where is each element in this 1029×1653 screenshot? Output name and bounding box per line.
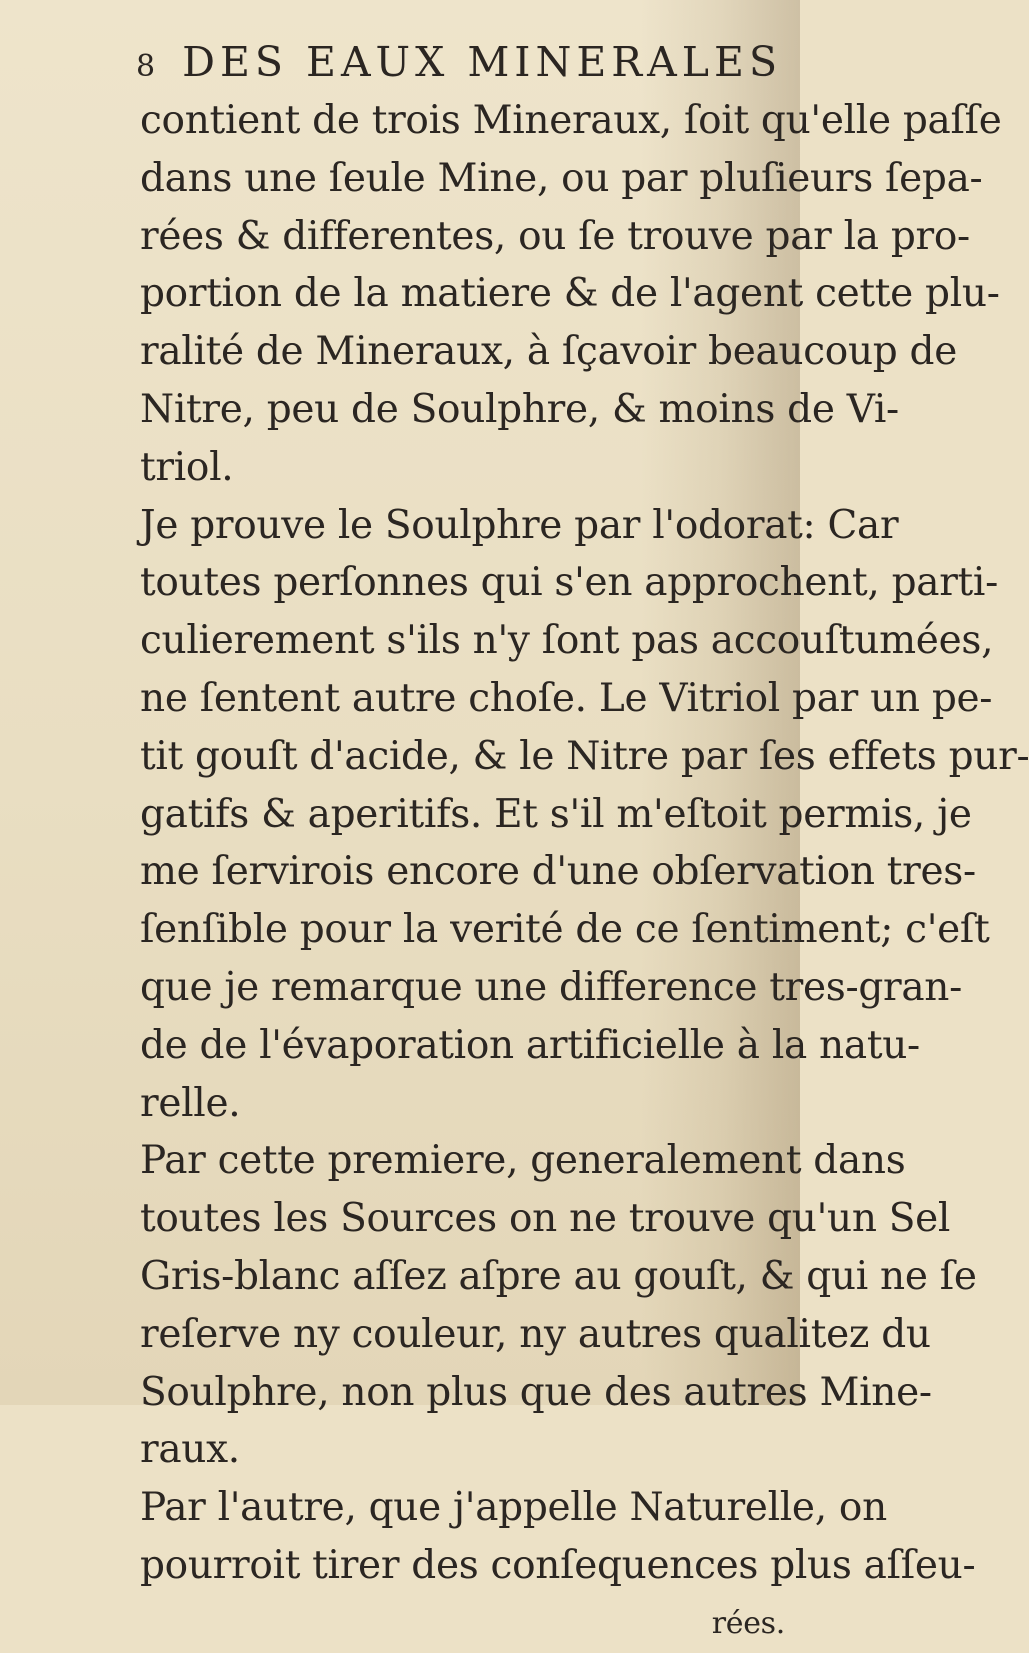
text-line: relle. [140,1080,241,1126]
text-line: me ſervirois encore d'une obſervation tres- [140,849,976,895]
text-line: raux. [140,1427,240,1473]
text-line: rées. [711,1605,785,1641]
text-line: ralité de Mineraux, à ſçavoir beaucoup de [140,329,958,375]
text-line: culierement s'ils n'y ſont pas accouſtumées, [140,618,994,664]
text-line: de de l'évaporation artificielle à la natu- [140,1022,920,1068]
text-line: contient de trois Mineraux, ſoit qu'elle paſſe [140,98,1002,143]
running-title: DES EAUX MINERALES [182,38,783,86]
text-line: Par l'autre, que j'appelle Naturelle, on [140,1485,887,1531]
text-line: toutes perſonnes qui s'en approchent, parti- [140,560,998,606]
text-line: triol. [140,444,234,490]
text-line: portion de la matiere & de l'agent cette plu- [140,271,1000,317]
text-line: Je prouve le Soulphre par l'odorat: Car [140,502,899,548]
text-line: Gris-blanc aſſez aſpre au gouſt, & qui ne ſe [140,1253,977,1299]
text-line: Par cette premiere, generalement dans [140,1138,906,1184]
text-line: reſerve ny couleur, ny autres qualitez du [140,1311,931,1357]
text-line: pourroit tirer des conſequences plus aſſeu- [140,1542,976,1588]
text-line: rées & differentes, ou ſe trouve par la pro- [140,213,970,259]
text-line: dans une ſeule Mine, ou par pluſieurs ſepa- [140,155,983,201]
page-number: 8 [136,49,157,84]
running-head [136,38,783,98]
text-line: gatifs & aperitifs. Et s'il m'eſtoit permis, je [140,791,972,837]
text-line: Nitre, peu de Soulphre, & moins de Vi- [140,386,899,432]
text-line: ſenſible pour la verité de ce ſentiment; c'eſt [140,907,990,953]
body-text [140,92,1029,1653]
text-line: ne ſentent autre choſe. Le Vitriol par un pe- [140,675,993,721]
text-line: toutes les Sources on ne trouve qu'un Sel [140,1196,951,1242]
text-line: que je remarque une difference tres-gran- [140,964,962,1010]
text-line: tit gouſt d'acide, & le Nitre par ſes effets pur- [140,733,1029,779]
text-line: Soulphre, non plus que des autres Mine- [140,1369,932,1415]
